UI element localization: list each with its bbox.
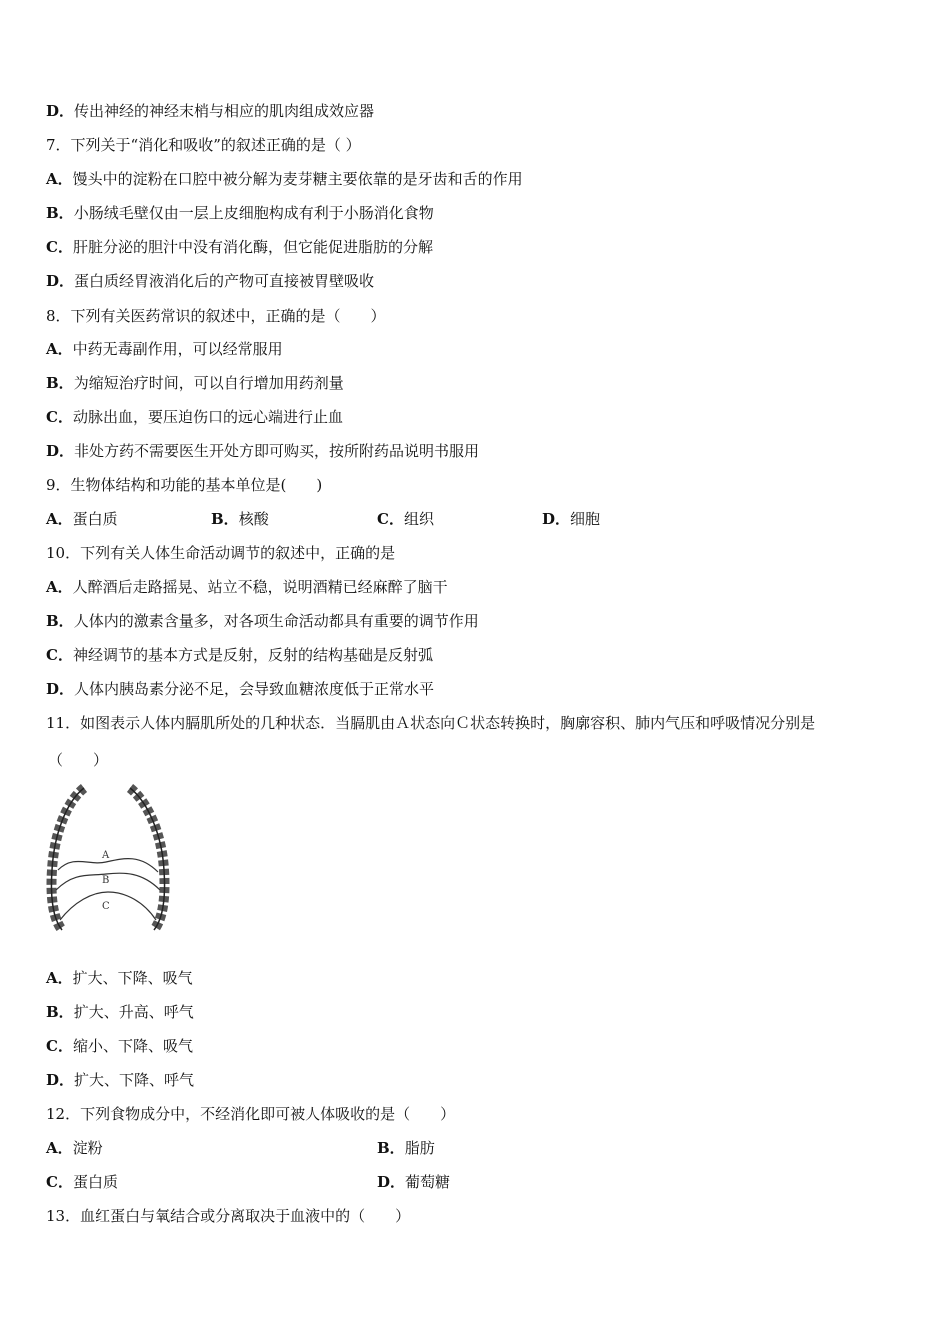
option-text: 扩大、下降、吸气 xyxy=(72,969,193,987)
q11-option-a xyxy=(46,968,193,988)
q12-option-b xyxy=(377,1138,435,1158)
option-text: 缩小、下降、吸气 xyxy=(72,1037,193,1055)
option-letter: A． xyxy=(46,969,73,987)
q9-option-d xyxy=(542,509,600,529)
option-text: 人体内胰岛素分泌不足，会导致血糖浓度低于正常水平 xyxy=(74,680,435,698)
option-letter: B． xyxy=(46,204,74,222)
option-text: 蛋白质 xyxy=(72,510,118,528)
option-text: 核酸 xyxy=(238,510,269,528)
option-letter: C． xyxy=(46,1037,73,1055)
label-a: A xyxy=(102,850,110,861)
q7-option-c xyxy=(46,237,433,257)
prev-option-d xyxy=(46,101,374,121)
option-text: 细胞 xyxy=(570,510,601,528)
diaphragm-diagram xyxy=(44,780,174,938)
option-text: 扩大、升高、呼气 xyxy=(73,1003,194,1021)
option-text: 淀粉 xyxy=(72,1139,103,1157)
option-letter: A． xyxy=(46,1139,73,1157)
option-letter: C． xyxy=(46,238,73,256)
q11-stem: 11．如图表示人体内膈肌所处的几种状态．当膈肌由Ａ状态向Ｃ状态转换时，胸廓容积、肺内气压和呼吸情况分别是 xyxy=(46,714,816,732)
q12-option-c xyxy=(46,1172,118,1192)
q8-option-c xyxy=(46,407,343,427)
option-letter: D． xyxy=(377,1173,406,1191)
diaphragm-figure xyxy=(44,780,174,938)
option-text: 非处方药不需要医生开处方即可购买，按所附药品说明书服用 xyxy=(74,442,480,460)
label-c: C xyxy=(102,901,110,912)
option-text: 中药无毒副作用，可以经常服用 xyxy=(72,340,283,358)
option-text: 动脉出血，要压迫伤口的远心端进行止血 xyxy=(72,408,343,426)
q8-stem: 8．下列有关医药常识的叙述中，正确的是（ ） xyxy=(46,307,386,325)
q10-option-b xyxy=(46,611,479,631)
q10-option-c xyxy=(46,645,433,665)
option-letter: D． xyxy=(542,510,571,528)
option-text: 蛋白质经胃液消化后的产物可直接被胃壁吸收 xyxy=(74,272,375,290)
option-text: 人醉酒后走路摇晃、站立不稳，说明酒精已经麻醉了脑干 xyxy=(72,578,448,596)
q11-option-b xyxy=(46,1002,194,1022)
q11-option-d xyxy=(46,1070,194,1090)
option-letter: C． xyxy=(377,510,404,528)
q12-option-a xyxy=(46,1138,103,1158)
q7-option-b xyxy=(46,203,434,223)
option-text: 神经调节的基本方式是反射，反射的结构基础是反射弧 xyxy=(72,646,433,664)
q10-stem: 10．下列有关人体生命活动调节的叙述中，正确的是 xyxy=(46,544,396,562)
option-letter: D． xyxy=(46,442,75,460)
q11-option-c xyxy=(46,1036,193,1056)
option-text: 馒头中的淀粉在口腔中被分解为麦芽糖主要依靠的是牙齿和舌的作用 xyxy=(72,170,523,188)
option-letter: A． xyxy=(46,578,73,596)
option-letter: A． xyxy=(46,170,73,188)
q7-option-a xyxy=(46,169,523,189)
q9-option-b xyxy=(211,509,269,529)
option-text: 为缩短治疗时间，可以自行增加用药剂量 xyxy=(73,374,344,392)
q11-stem-cont: （ ） xyxy=(48,751,109,769)
label-b: B xyxy=(102,875,110,886)
q9-option-a xyxy=(46,509,118,529)
option-letter: D． xyxy=(46,102,75,120)
q7-stem: 7．下列关于“消化和吸收”的叙述正确的是（ ） xyxy=(46,136,361,154)
option-text: 扩大、下降、呼气 xyxy=(74,1071,195,1089)
option-letter: A． xyxy=(46,510,73,528)
option-letter: A． xyxy=(46,340,73,358)
option-letter: C． xyxy=(46,408,73,426)
option-text: 人体内的激素含量多，对各项生命活动都具有重要的调节作用 xyxy=(73,612,479,630)
option-text: 脂肪 xyxy=(404,1139,435,1157)
option-letter: D． xyxy=(46,272,75,290)
option-letter: B． xyxy=(377,1139,405,1157)
option-letter: B． xyxy=(46,1003,74,1021)
option-letter: C． xyxy=(46,1173,73,1191)
q10-option-a xyxy=(46,577,448,597)
q12-stem: 12．下列食物成分中，不经消化即可被人体吸收的是（ ） xyxy=(46,1105,456,1123)
option-letter: B． xyxy=(46,374,74,392)
q8-option-a xyxy=(46,339,283,359)
option-letter: B． xyxy=(211,510,239,528)
option-letter: B． xyxy=(46,612,74,630)
option-text: 蛋白质 xyxy=(72,1173,118,1191)
q8-option-b xyxy=(46,373,344,393)
option-text: 传出神经的神经末梢与相应的肌肉组成效应器 xyxy=(74,102,375,120)
option-text: 葡萄糖 xyxy=(405,1173,451,1191)
q8-option-d xyxy=(46,441,479,461)
option-text: 小肠绒毛壁仅由一层上皮细胞构成有利于小肠消化食物 xyxy=(73,204,434,222)
q10-option-d xyxy=(46,679,434,699)
option-letter: D． xyxy=(46,1071,75,1089)
q9-stem: 9．生物体结构和功能的基本单位是( ) xyxy=(46,476,323,494)
q12-option-d xyxy=(377,1172,450,1192)
q9-option-c xyxy=(377,509,434,529)
option-text: 肝脏分泌的胆汁中没有消化酶，但它能促进脂肪的分解 xyxy=(72,238,433,256)
q7-option-d xyxy=(46,271,374,291)
option-text: 组织 xyxy=(403,510,434,528)
q13-stem: 13．血红蛋白与氧结合或分离取决于血液中的（ ） xyxy=(46,1207,411,1225)
option-letter: C． xyxy=(46,646,73,664)
option-letter: D． xyxy=(46,680,75,698)
